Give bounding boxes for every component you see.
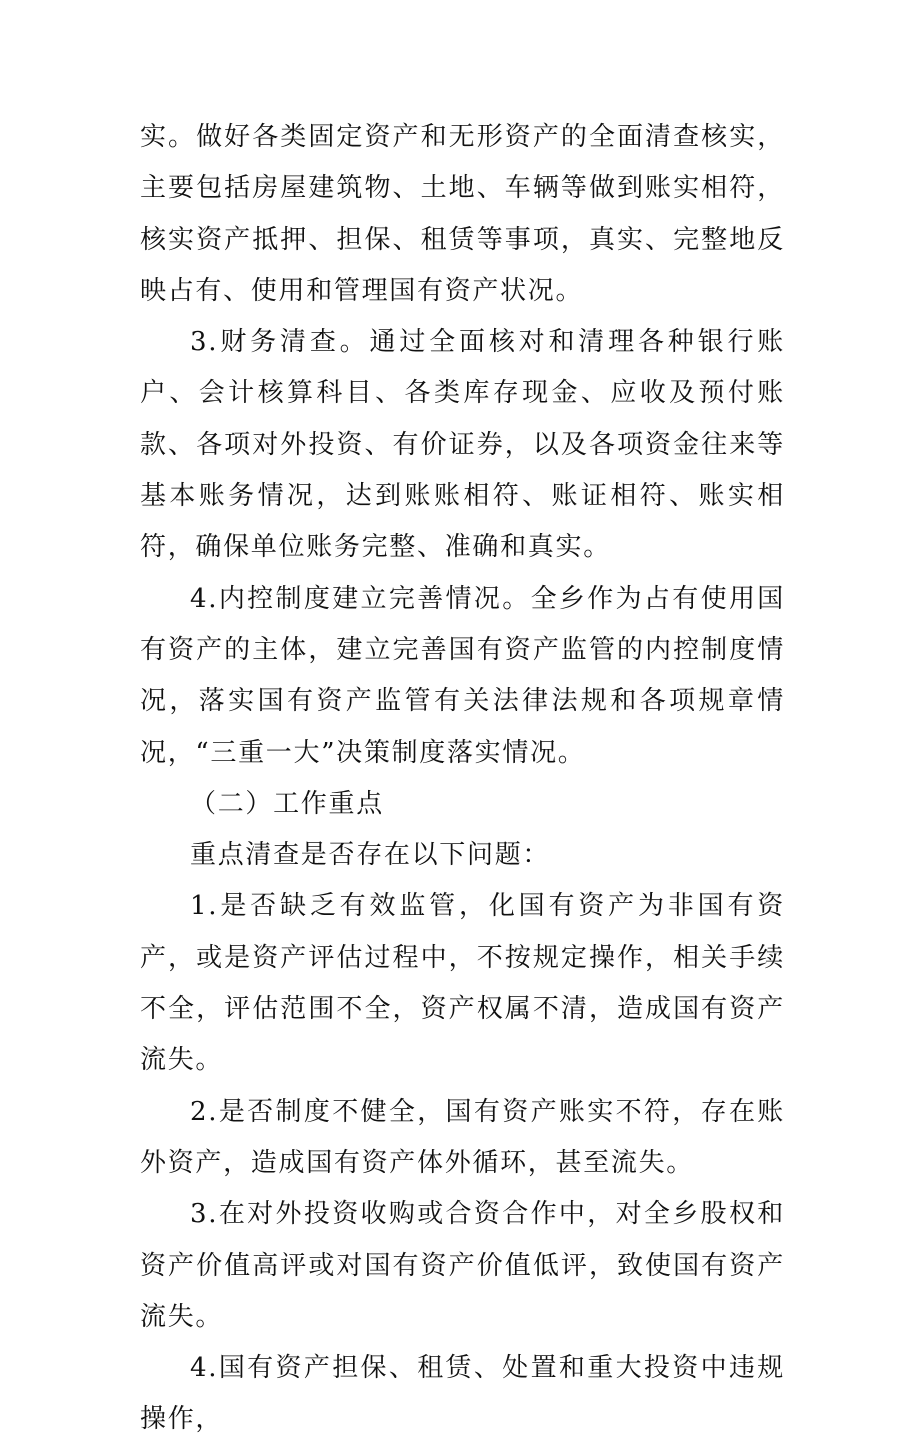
paragraph-issue-4: 4.国有资产担保、租赁、处置和重大投资中违规操作， (140, 1353, 785, 1435)
paragraph-issue-3: 3.在对外投资收购或合资合作中，对全乡股权和资产价值高评或对国有资产价值低评，致使国有资产流失。 (140, 1199, 785, 1332)
paragraph-item-4-internal-control: 4.内控制度建立完善情况。全乡作为占有使用国有资产的主体，建立完善国有资产监管的内控制度情况，落实国有资产监管有关法律法规和各项规章情况，“三重一大”决策制度落实情况。 (140, 583, 785, 768)
paragraph-asset-check-continued: 实。做好各类固定资产和无形资产的全面清查核实，主要包括房屋建筑物、土地、车辆等做到账实相符，核实资产抵押、担保、租赁等事项，真实、完整地反映占有、使用和管理国有资产状况。 (140, 122, 785, 306)
paragraph-key-check-intro: 重点清查是否存在以下问题： (190, 840, 551, 871)
document-body (140, 112, 785, 1446)
section-heading-work-focus: （二）工作重点 (190, 788, 384, 819)
paragraph-issue-1: 1.是否缺乏有效监管，化国有资产为非国有资产，或是资产评估过程中，不按规定操作，相关手续不全，评估范围不全，资产权属不清，造成国有资产流失。 (140, 891, 785, 1076)
paragraph-issue-2: 2.是否制度不健全，国有资产账实不符，存在账外资产，造成国有资产体外循环，甚至流失。 (140, 1096, 785, 1178)
paragraph-item-3-finance: 3.财务清查。通过全面核对和清理各种银行账户、会计核算科目、各类库存现金、应收及预付账款、各项对外投资、有价证券，以及各项资金往来等基本账务情况，达到账账相符、账证相符、账实相符，确保单位账务完整、准确和真实。 (140, 327, 785, 563)
